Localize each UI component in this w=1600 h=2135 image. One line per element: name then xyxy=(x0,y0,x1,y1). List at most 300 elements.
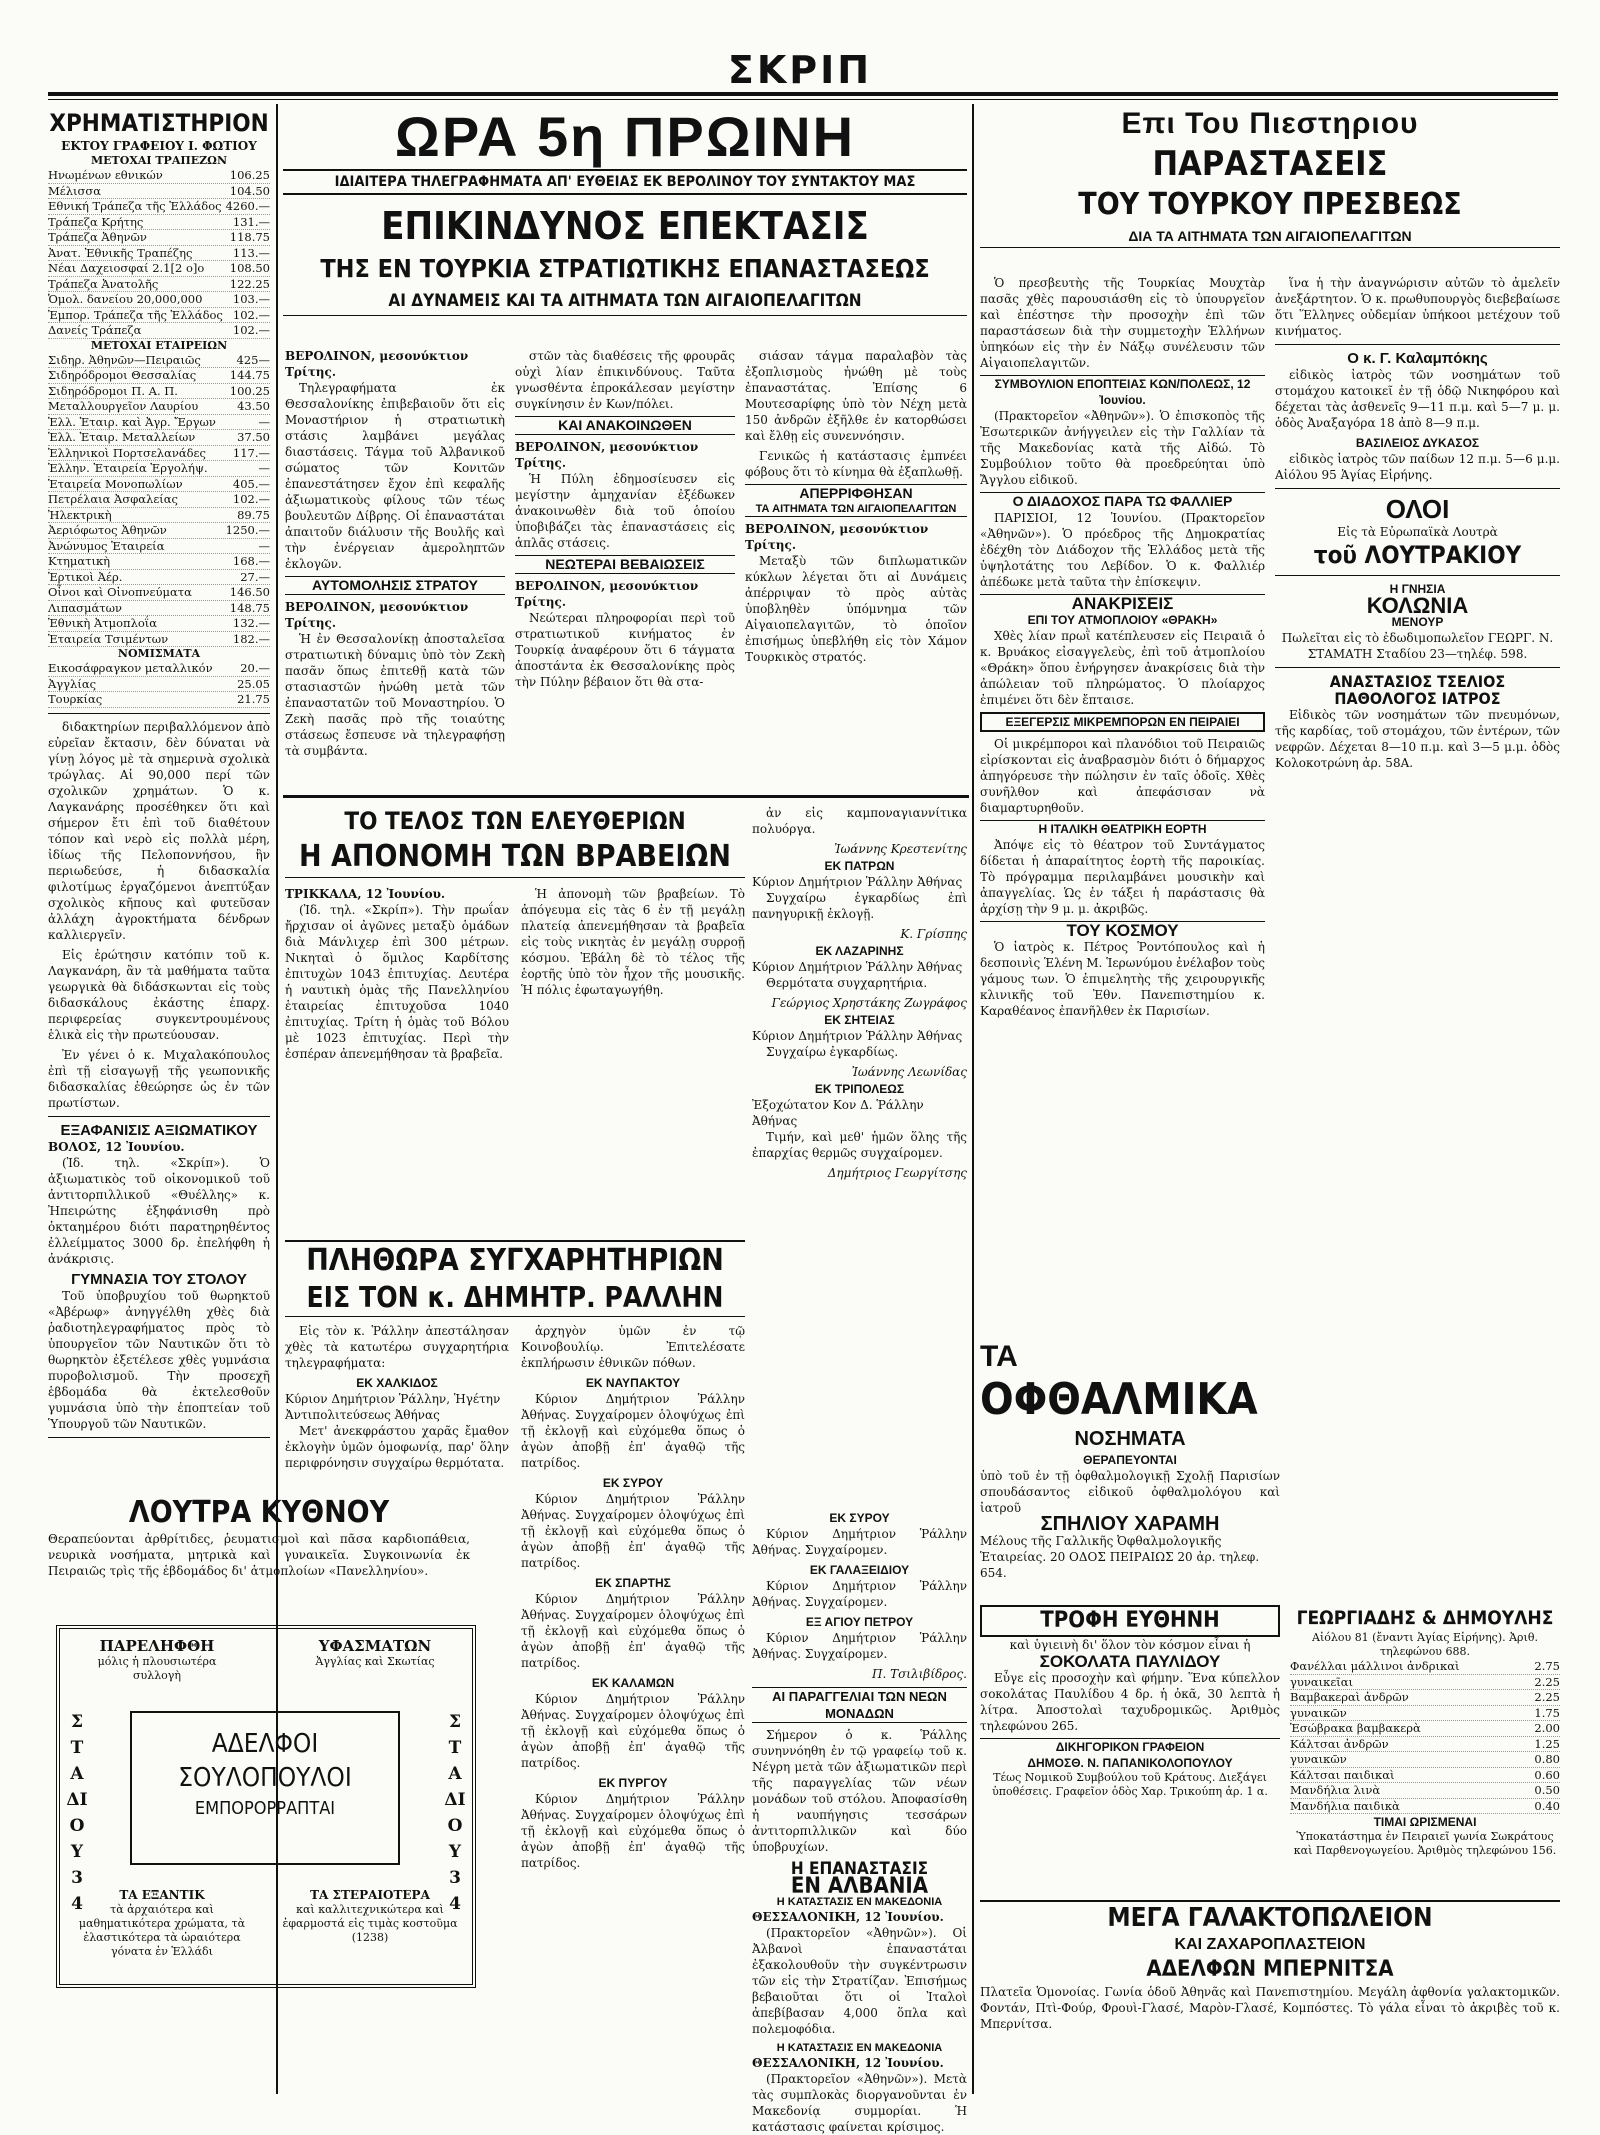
bank-share-row xyxy=(48,230,270,246)
row-label: Ἐρτικοὶ Ἀέρ. xyxy=(48,569,123,584)
row-value: 2.00 xyxy=(1534,1721,1560,1735)
rallis-telegrams xyxy=(521,1375,745,1871)
congrats-signature: Ἰωάννης Κρεστενίτης xyxy=(834,842,967,856)
banner-subtitle: ΙΔΙΑΙΤΕΡΑ ΤΗΛΕΓΡΑΦΗΜΑΤΑ ΑΠ' ΕΥΘΕΙΑΣ ΕΚ ΒΕΡΟΛΙΝΟΥ ΤΟΥ ΣΥΝΤΑΚΤΟΥ ΜΑΣ xyxy=(283,169,967,195)
telegram-origin: ΕΚ ΝΑΥΠΑΚΤΟΥ xyxy=(585,1376,681,1390)
row-label: Τράπεζα Ἀθηνῶν xyxy=(48,230,147,244)
ad-dukasos-name: ΒΑΣΙΛΕΙΟΣ ΔΥΚΑΣΟΣ xyxy=(1355,436,1480,450)
row-value: — xyxy=(258,461,270,475)
telegram-signature: Γεώργιος Χρηστάκης Ζωγράφος xyxy=(771,996,967,1010)
berlin-text-a: Τηλεγραφήματα ἐκ Θεσσαλονίκης ἐπιβεβαιοῦν ὅτι εἰς Μοναστήριον ἡ στρατιωτικὴ στάσις λαμβάνει μεγάλας διαστάσεις. Τάγμα τοῦ Ἀλβανικοῦ σώματος τῶν Κονιτῶν ἐπανεστάτησεν ἔχον ἐπὶ κεφαλῆς ἀξιωματικοὺς φίλους τῶν τέως βουλευτῶν Δίβρης. Οἱ ἐπαναστάται ἀπαιτοῦν διάλυσιν τῆς Βουλῆς καὶ τὴν ἐνέργειαν ἀμεροληπτῶν ἐκλογῶν. xyxy=(285,381,505,571)
row-value: 405.— xyxy=(232,476,270,491)
company-share-row xyxy=(48,368,270,384)
italian-theater-text: Ἀπόψε εἰς τὸ θέατρον τοῦ Συντάγματος δίδεται ἡ ἀπαραίτητος ἑορτὴ τῆς παροικίας. Τὸ πρόγραμμα περιλαμβάνει μουσικὴν καὶ ἀπαγγελίας. Ὡς ἐν τάξει ἡ παράστασις θὰ ἀρχίσῃ τὴν 9 μ. μ. ἀκριβῶς. xyxy=(980,838,1265,916)
center-col-a xyxy=(285,348,505,788)
ad-dairy-text: Πλατεῖα Ὁμονοίας. Γωνία ὁδοῦ Ἀθηνᾶς καὶ Πανεπιστημίου. Μεγάλη ἀφθονία γαλακτομικῶν. Φοντάν, Πτὶ-Φούρ, Φρουὶ-Γλασέ, Μαρὸν-Γλασέ, Κομπόστες. Τὸ γάλα εἶναι τὸ ἀκριβὲς τοῦ κ. Μπερνίτσα. xyxy=(980,1985,1560,2031)
confirmations-text: Νεώτεραι πληροφορίαι περὶ τοῦ στρατιωτικοῦ κινήματος ἐν Τουρκίᾳ ἀναφέρουν ὅτι 6 τάγματα ἀποστάντα ἐκ Θεσσαλονίκης πρὸς τὴν Πύλην βέβαιον ὅτι θὰ στα- xyxy=(515,611,735,689)
row-value: 144.75 xyxy=(229,368,270,382)
disappearance-text: (Ἰδ. τηλ. «Σκρίπ»). Ὁ ἀξιωματικὸς τοῦ οἰκονομικοῦ τοῦ ἀντιτορπιλλικοῦ «Θυέλλης» κ. Ἠπειρώτης ἐξηφάνισθη πρὸ ὀκταημέρου διότι παρατηρηθέντος ἐλλείμματος 3000 δρ. ἐπελήφθη ἡ ἀνάκρισις. xyxy=(48,1155,270,1266)
row-label: Ἑλλ. Ἑταιρ. καὶ Ἀγρ. Ἔργων xyxy=(48,414,216,429)
fleet-exercises-text: Τοῦ ὑποβρυχίου τοῦ θωρηκτοῦ «Ἀβέρωφ» ἀνηγγέλθη χθὲς διὰ ῥαδιοτηλεγραφήματος πρὸς τὸ ὑπουργεῖον τῶν Ναυτικῶν ὅτι τὸ θωρηκτὸν ἐξετέλεσε χθὲς γυμνάσια πυροβολισμοῦ. Τὴν προσεχῆ ἑβδομάδα θὰ ἐκτελεσθοῦν γυμνάσια ὑπὸ τὴν ἐποπτείαν τοῦ Ὑπουργοῦ τῶν Ναυτικῶν. xyxy=(48,1288,270,1431)
row-value: 4260.— xyxy=(225,199,270,213)
ad-ta-label: ΤΑ xyxy=(980,1340,1018,1373)
announcement-heading: ΚΑΙ ΑΝΑΚΟΙΝΩΘΕΝ xyxy=(515,416,735,435)
telegram-origin: ΕΚ ΣΥΡΟΥ xyxy=(829,1511,890,1525)
price-row xyxy=(1290,1706,1560,1722)
ad-law-office-name: ΔΗΜΟΣΘ. Ν. ΠΑΠΑΝΙΚΟΛΟΠΟΥΛΟΥ xyxy=(1027,1756,1233,1770)
ad-kalampokis-text: εἰδικὸς ἰατρὸς τῶν νοσημάτων τοῦ στομάχου κατοικεῖ ἐν τῇ ὁδῷ Νικηφόρου καὶ δέχεται τὰς ἀσθενεῖς 9—11 π.μ. καὶ 5—7 μ. μ. ὁδὸς Ἀναξαγόρα 18 ἀπὸ 8—9 π.μ. xyxy=(1275,368,1560,430)
row-label: Μανδήλια παιδικὰ xyxy=(1290,1798,1400,1813)
row-value: 2.25 xyxy=(1534,1674,1560,1689)
company-share-row xyxy=(48,539,270,555)
row-label: Τράπεζα Κρήτης xyxy=(48,214,144,229)
desertion-heading: ΑΥΤΟΜΟΛΗΣΙΣ ΣΤΡΑΤΟΥ xyxy=(285,576,505,595)
row-label: Σιδηρόδρομοι Θεσσαλίας xyxy=(48,368,197,382)
row-label: Ἀνατ. Ἐθνικῆς Τραπέζης xyxy=(48,245,193,260)
italian-theater-heading: Η ΙΤΑΛΙΚΗ ΘΕΑΤΡΙΚΗ ΕΟΡΤΗ xyxy=(980,820,1265,837)
row-label: Ὁμολ. δανείου 20,000,000 xyxy=(48,292,203,306)
company-share-row xyxy=(48,554,270,570)
berlin-text-c: σιάσαν τάγμα παραλαβὸν τὰς ἐξοπλισμοὺς ἠνώθη μὲ τοὺς ἐπαναστάτας. Ἐπίσης 6 Μουτεσαρίφης ὑπὸ τὸν Νέχη μετὰ 150 ἀνδρῶν ἐξῆλθε ἐν κατορθώσει καὶ ἔλθῃ εἰς συνεννόησιν. xyxy=(745,349,967,443)
article-school-gardens-2: Εἰς ἐρώτησιν κατόπιν τοῦ κ. Λαγκανάρη, ἂν τὰ μαθήματα ταῦτα γεωργικὰ θὰ διδάσκωνται εἰς τοὺς διδασκάλους ἐκάστης ἐπαρχ. περιφερείας συγκεντρουμένους ἑλικὰ εἰς τὴν πρωτεύουσαν. xyxy=(48,947,270,1042)
ad-fixed-prices: ΤΙΜΑΙ ΩΡΙΣΜΕΝΑΙ xyxy=(1373,1815,1477,1829)
exchange-title: ΧΡΗΜΑΤΙΣΤΗΡΙΟΝ xyxy=(49,109,269,137)
price-row xyxy=(1290,1659,1560,1675)
berlin-dateline-a2: ΒΕΡΟΛΙΝΟΝ, μεσονύκτιον Τρίτης. xyxy=(285,600,469,630)
ad-kalampokis-name: Ο κ. Γ. Καλαμπόκης xyxy=(1347,350,1488,367)
telegram-recipient: Κύριον Δημήτριον Ῥάλλην Ἀθήνας xyxy=(752,960,963,974)
ad-exantik-title: ΤΑ ΕΞΑΝΤΙΚ xyxy=(119,1888,205,1902)
ad-shop xyxy=(1290,1605,1560,1895)
telegram-text: Κύριον Δημήτριον Ῥάλλην Ἀθήνας. Συγχαίρομεν. xyxy=(752,1527,967,1557)
row-label: Ἠλεκτρικὴ xyxy=(48,507,112,522)
company-share-row xyxy=(48,601,270,617)
awards-article xyxy=(285,805,745,1235)
currency-heading: ΝΟΜΙΣΜΑΤΑ xyxy=(117,647,201,660)
row-label: Λιπασμάτων xyxy=(48,600,122,615)
macedonia-heading-2: Η ΚΑΤΑΣΤΑΣΙΣ ΕΝ ΜΑΚΕΔΟΝΙΑ xyxy=(776,2042,943,2054)
row-value: 122.25 xyxy=(229,276,270,291)
exchange-subtitle: ΕΚΤΟΥ ΓΡΑΦΕΙΟΥ Ι. ΦΩΤΙΟΥ xyxy=(61,139,257,153)
ad-menur-label: ΜΕΝΟΥΡ xyxy=(1391,615,1444,629)
row-value: 1.75 xyxy=(1534,1705,1560,1720)
row-value: 2.25 xyxy=(1534,1690,1560,1704)
ad-soulopouloi-name: ΣΟΥΛΟΠΟΥΛΟΙ xyxy=(178,1763,352,1793)
from-chalkis-recipient: Κύριον Δημήτριον Ῥάλλην, Ἡγέτην Ἀντιπολιτεύσεως Ἀθήνας xyxy=(285,1392,501,1422)
row-label: γυναικεῖαι xyxy=(1290,1674,1354,1689)
row-label: Τράπεζα Ἀνατολῆς xyxy=(48,276,159,291)
row-value: 25.05 xyxy=(237,676,270,691)
piraeus-merchants-text: Οἱ μικρέμποροι καὶ πλανόδιοι τοῦ Πειραιῶς εἰρίσκονται εἰς ἀναβρασμὸν διότι ὁ δήμαρχος ἀπηγόρευσε τὴν πώλησιν ἐν ταῖς ὁδοῖς. Χθὲς συνῆλθον καὶ ἀπεφάσισαν νὰ διαμαρτυρηθοῦν. xyxy=(980,737,1265,815)
row-label: Ἑλληνικοὶ Πορτσελανάδες xyxy=(48,445,206,460)
telegram-origin: ΕΚ ΣΠΑΡΤΗΣ xyxy=(595,1576,671,1590)
fleet-exercises-heading: ΓΥΜΝΑΣΙΑ ΤΟΥ ΣΤΟΛΟΥ xyxy=(71,1270,247,1288)
company-share-row xyxy=(48,353,270,369)
row-value: 113.— xyxy=(232,245,270,260)
company-share-row xyxy=(48,508,270,524)
price-row xyxy=(1290,1768,1560,1784)
telegram-text: Κύριον Δημήτριον Ῥάλλην Ἀθήνας. Συγχαίρομεν. xyxy=(752,1579,967,1609)
ad-healthy-label: καὶ ὑγιεινὴ δι' ὅλον τὸν κόσμον εἶναι ἡ xyxy=(1009,1638,1251,1652)
headline-turkish-revolution: ΤΗΣ ΕΝ ΤΟΥΡΚΙΑ ΣΤΡΑΤΙΩΤΙΚΗΣ ΕΠΑΝΑΣΤΑΣΕΩΣ xyxy=(320,254,930,283)
ad-georgiadis-price-list xyxy=(1290,1659,1560,1814)
telegram-text: Συγχαίρω ἐγκαρδίως. xyxy=(766,1045,899,1059)
ad-charamis-text: Μέλους τῆς Γαλλικῆς Ὀφθαλμολογικῆς Ἑταιρείας. 20 ΟΔΟΣ ΠΕΙΡΑΙΩΣ 20 ἀρ. τηλεφ. 654. xyxy=(980,1534,1260,1580)
awards-ceremony-text: Ἡ ἀπονομὴ τῶν βραβείων. Τὸ ἀπόγευμα εἰς τὰς 6 ἐν τῇ μεγάλῃ πλατείᾳ ἀπενεμήθησαν τὰ βραβεῖα εἰς τοὺς νικητὰς ἐν μεγάλῃ συρροῇ κόσμου. Ἐβάλη δὲ τὸ τέλος τῆς ἑορτῆς ὑπὸ τὸν ἦχον τῆς μουσικῆς. Ἡ πόλις ἐφωταγωγήθη. xyxy=(521,887,745,997)
row-label: γυναικῶν xyxy=(1290,1705,1347,1720)
ad-kythnos-text: Θεραπεύονται ἀρθρίτιδες, ῥευματισμοὶ καὶ πᾶσα καρδιοπάθεια, νευρικὰ νοσήματα, μητρικὰ καὶ γυναικεῖα. Συγκοινωνία ἐκ Πειραιῶς τρὶς τῆς ἑβδομάδος δι' ἀτμοπλοίων «Πανελληνίου». xyxy=(48,1532,470,1578)
row-value: 37.50 xyxy=(237,430,270,444)
turkish-ambassador-heading: ΤΟΥ ΤΟΥΡΚΟΥ ΠΡΕΣΒΕΩΣ xyxy=(1078,187,1462,222)
ad-confectionery-label: ΚΑΙ ΖΑΧΑΡΟΠΛΑΣΤΕΙΟΝ xyxy=(1174,1936,1366,1953)
bank-share-row xyxy=(48,292,270,308)
price-row xyxy=(1290,1721,1560,1737)
masthead-rule xyxy=(48,92,1558,96)
disappearance-heading: ΕΞΑΦΑΝΙΣΙΣ ΑΞΙΩΜΑΤΙΚΟΥ xyxy=(60,1121,258,1139)
company-shares-heading: ΜΕΤΟΧΑΙ ΕΤΑΙΡΕΙΩΝ xyxy=(90,338,228,352)
ad-dukasos-text: εἰδικὸς ἰατρὸς τῶν παίδων 12 π.μ. 5—6 μ.μ. Αἰόλου 95 Ἁγίας Εἰρήνης. xyxy=(1275,452,1560,482)
berlin-dateline-b: ΒΕΡΟΛΙΝΟΝ, μεσονύκτιον Τρίτης. xyxy=(515,440,699,470)
telegram-signature: Ἰωάννης Λεωνίδας xyxy=(851,1065,967,1079)
bank-share-row xyxy=(48,261,270,277)
telegram-recipient: Ἐξοχώτατον Κον Δ. Ῥάλλην Ἀθήνας xyxy=(752,1098,924,1128)
macedonia-subheading: Η ΚΑΤΑΣΤΑΣΙΣ ΕΝ ΜΑΚΕΔΟΝΙΑ xyxy=(776,1896,943,1908)
end-of-eleftheria-heading: ΤΟ ΤΕΛΟΣ ΤΩΝ ΕΛΕΥΘΕΡΙΩΝ xyxy=(344,807,686,835)
bank-share-row xyxy=(48,308,270,324)
rejected-text: Μεταξὺ τῶν διπλωματικῶν κύκλων λέγεται ὅτι αἱ Δυνάμεις ἀπέρριψαν τὸ πρὸς αὐτὰς ὑποβληθὲν ὑπόμνημα τῶν Αἰγαιοπελαγιτῶν, τὸ ὁποῖον ἐπισήμως ὑπεβλήθη εἰς τὸν Χάμον Τουρκικὸς στρατός. xyxy=(745,554,967,664)
currency-row xyxy=(48,677,270,693)
row-value: 148.75 xyxy=(229,600,270,615)
ad-tselios-title: ΠΑΘΟΛΟΓΟΣ ΙΑΤΡΟΣ xyxy=(1334,689,1501,708)
telegram-origin: ΕΚ ΣΗΤΕΙΑΣ xyxy=(824,1013,895,1027)
row-value: 102.— xyxy=(232,492,270,506)
row-label: Κτηματικὴ xyxy=(48,554,111,568)
telegram-text: Κύριον Δημήτριον Ῥάλλην Ἀθήνας. Συγχαίρομεν ὁλοψύχως ἐπὶ τῇ ἐκλογῇ καὶ εὐχόμεθα ὅπως ὁ ἀγὼν ἀποβῇ ἐπ' ἀγαθῷ τῆς πατρίδος. xyxy=(521,1492,745,1570)
congrats-intro: ἀν εἰς καμποναγιαννίτικα πολυόργα. xyxy=(752,806,967,836)
headline-aegean-demands: ΑΙ ΔΥΝΑΜΕΙΣ ΚΑΙ ΤΑ ΑΙΤΗΜΑΤΑ ΤΩΝ ΑΙΓΑΙΟΠΕΛΑΓΙΤΩΝ xyxy=(283,287,967,316)
row-value: 1250.— xyxy=(225,523,270,537)
ad-bernitsa-name: ΑΔΕΛΦΩΝ ΜΠΕΡΝΙΤΣΑ xyxy=(1146,1957,1394,1982)
row-value: 168.— xyxy=(232,554,270,568)
row-label: Εθνική Τράπεζα τῆς Ἑλλάδος xyxy=(48,199,222,213)
company-share-row xyxy=(48,477,270,493)
article-school-gardens: διδακτηρίων περιβαλλόμενον ἀπὸ εὐρεῖαν ἔκτασιν, δὲν δύναται νὰ γίνῃ λόγος μὲ τὰ σημερινὰ σχολικὰ τρώγλας. Αἱ 90,000 περί τῶν σχολικῶν χρημάτων. Ὁ κ. Λαγκανάρης προσέθηκεν ὅτι καὶ σήμερον ἔτι ἐπὶ τοῦ διαθέτουν τόπον καὶ νερὸ εἰς πολλὰ μέρη, ἰδίως τῆς Πελοποννήσου, ἣν περιωδεύσε, ἡ διδασκαλία φιλοτίμως ἐργαζόμενοι ἀνεπτύξαν σχολικὸς κῆπους καὶ φυτεῦσαν ἀλλάχη ἀγροκτήματα δένδρων καλλιεργεῖν. xyxy=(48,719,270,942)
ad-dairy-title: ΜΕΓΑ ΓΑΛΑΚΤΟΠΩΛΕΙΟΝ xyxy=(980,1900,1560,1934)
rejected-heading: ΑΠΕΡΡΙΦΘΗΣΑΝ xyxy=(745,484,967,502)
ad-kythnos-title: ΛΟΥΤΡΑ ΚΥΘΝΟΥ xyxy=(128,1495,390,1530)
thessaloniki-dateline: ΘΕΣΣΑΛΟΝΙΚΗ, 12 Ἰουνίου. xyxy=(752,1910,944,1924)
row-value: 43.50 xyxy=(237,399,270,413)
company-share-row xyxy=(48,399,270,415)
row-value: 27.— xyxy=(240,569,270,584)
row-label: γυναικῶν xyxy=(1290,1752,1347,1766)
row-label: Εικοσάφραγκον μεταλλικόν xyxy=(48,661,213,675)
telegram-origin: ΕΚ ΚΑΛΑΜΩΝ xyxy=(591,1676,675,1690)
company-shares-table xyxy=(48,353,270,648)
right-col-a xyxy=(980,275,1265,1335)
telegram-origin: ΕΚ ΠΑΤΡΩΝ xyxy=(824,859,895,873)
telegram-origin: ΕΚ ΠΥΡΓΟΥ xyxy=(598,1776,668,1790)
aegean-demands-subheading: ΔΙΑ ΤΑ ΑΙΤΗΜΑΤΑ ΤΩΝ ΑΙΓΑΙΟΠΕΛΑΓΙΤΩΝ xyxy=(980,225,1560,248)
supervision-council-text: (Πρακτορεῖον «Ἀθηνῶν»). Ὁ ἐπισκοπὸς τῆς Ἐσωτερικῶν ἀνήγγειλεν εἰς τὴν Γαλλίαν τὰ τῆς Μακεδονίας κατὰ τῆς Αἰδώ. Τὸ Συμβούλιον τοῦτο θὰ προεδρεύηται ὑπὸ Ἄγγλου εἰδικοῦ. xyxy=(980,409,1265,487)
piraeus-merchants-heading: ΕΞΕΓΕΡΣΙΣ ΜΙΚΡΕΜΠΟΡΩΝ ΕΝ ΠΕΙΡΑΙΕΙ xyxy=(980,712,1265,732)
society-text: Ὁ ἰατρὸς κ. Πέτρος Ῥοντόπουλος καὶ ἡ δεσποινὶς Ἑλένη Μ. Ἱερωνύμου ἐνέλαβον τοὺς γάμους των. Ὁ ἐπιμελητὴς τῆς χειρουργικῆς κλινικῆς τοῦ Ἐθν. Πανεπιστημίου κ. Καραθέανος ἐπανῆλθεν ἐκ Παρισίων. xyxy=(980,940,1265,1018)
inquiries-heading: ΑΝΑΚΡΙΣΕΙΣ xyxy=(980,594,1265,612)
row-label: Ἑταιρεία Μονοπωλίων xyxy=(48,476,183,491)
row-value: 182.— xyxy=(232,631,270,646)
row-label: Ἐσώβρακα βαμβακερὰ xyxy=(1290,1721,1421,1735)
center-divider xyxy=(283,795,969,798)
ambassador-text: Ὁ πρεσβευτὴς τῆς Τουρκίας Μουχτὰρ πασᾶς χθὲς παρουσιάσθη εἰς τὸ ὑπουργεῖον καὶ ἐπέστησε τὴν προσοχὴν ἐπὶ τῶν παραστάσεων διὰ τὴν συμμετοχὴν Ἑλλήνων ὑπηκόων εἰς τὴν ἐν Νάξῳ συνέλευσιν τῶν Αἰγαιοπελαγιτῶν. xyxy=(980,276,1265,370)
thraki-text: Χθὲς λίαν πρωῒ κατέπλευσεν εἰς Πειραιᾶ ὁ κ. Βρυάκος εἰσαγγελεὺς, ἐπὶ τοῦ ἀτμοπλοίου «Θράκη» ὅπου ἐνήργησεν ἀνακρίσεις διὰ τὴν ἀπώλειαν τοῦ πληρώματος. Ὁ πλοίαρχος ἐπιμένει ὅτι δὲν ἔπταισε. xyxy=(980,629,1265,707)
row-label: Ηνωμένων εθνικών xyxy=(48,168,163,182)
ad-sturdy-title: ΤΑ ΣΤΕΡΑΙΟΤΕΡΑ xyxy=(310,1888,430,1902)
row-label: Βαμβακεραὶ ἀνδρῶν xyxy=(1290,1690,1409,1704)
new-units-text: Σήμερον ὁ κ. Ῥάλλης συνηννόηθη ἐν τῷ γραφείῳ τοῦ κ. Νέγρη μετὰ τῶν ἀξιωματικῶν περὶ τῆς παραγγελίας τῶν νέων μονάδων τοῦ στόλου. Ἀποφασίσθη ἡ ναυπήγησις τεσσάρων ἀντιτορπιλλικῶν καὶ δύο ὑποβρυχίων. xyxy=(752,1728,967,1854)
row-label: Νέαι Δαχειοσφαί 2.1[2 ο]ο xyxy=(48,261,205,275)
company-share-row xyxy=(48,430,270,446)
more-telegrams-signature: Π. Τσιλιβίδρος. xyxy=(872,1667,967,1681)
telegram-origin: ΕΚ ΣΥΡΟΥ xyxy=(602,1476,664,1490)
row-value: 0.80 xyxy=(1534,1752,1560,1766)
telegram-text: Κύριον Δημήτριον Ῥάλλην Ἀθήνας. Συγχαίρομεν ὁλοψύχως ἐπὶ τῇ ἐκλογῇ καὶ εὐχόμεθα ὅπως ὁ ἀγὼν ἀποβῇ ἐπ' ἀγαθῷ τῆς πατρίδος. xyxy=(521,1392,745,1470)
center-col-c xyxy=(745,348,967,788)
disappearance-dateline: ΒΟΛΟΣ, 12 Ἰουνίου. xyxy=(48,1139,185,1154)
macedonia-text: (Πρακτορεῖον «Ἀθηνῶν»). Μετὰ τὰς συμπλοκὰς διοργανοῦνται ἐν Μακεδονίᾳ συμμορίαι. Ἡ κατάστασις φαίνεται κρίσιμος. xyxy=(752,2072,967,2134)
berlin-dateline-b2: ΒΕΡΟΛΙΝΟΝ, μεσονύκτιον Τρίτης. xyxy=(515,579,699,609)
right-top-article xyxy=(980,105,1560,248)
on-the-press-heading: Επι Του Πιεστηριου xyxy=(1121,107,1419,140)
berlin-dateline-a: ΒΕΡΟΛΙΝΟΝ, μεσονύκτιον Τρίτης. xyxy=(285,349,469,379)
ad-charamis-name: ΣΠΗΛΙΟΥ ΧΑΡΑΜΗ xyxy=(1040,1513,1220,1535)
telegram-origin: ΕΞ ΑΓΙΟΥ ΠΕΤΡΟΥ xyxy=(805,1615,914,1629)
announcement-text: Ἡ Πύλη ἐδημοσίευσεν εἰς μεγίστην ἀμηχανίαν ἐξέδωκεν ἀνακοινωθὲν διὰ τοῦ ὁποίου ὑποβιβάζει τὰς ἐπαναστάσεις εἰς ἁπλᾶς στάσεις. xyxy=(515,472,735,550)
center-col-b xyxy=(515,348,735,788)
trikala-dateline: ΤΡΙΚΚΑΛΑ, 12 Ἰουνίου. xyxy=(285,887,446,901)
row-value: 102.— xyxy=(232,307,270,322)
masthead-rule-thin xyxy=(48,99,1558,100)
many-congratulations-heading: ΠΛΗΘΩΡΑ ΣΥΓΧΑΡΗΤΗΡΙΩΝ xyxy=(285,1240,745,1280)
desertion-text: Ἡ ἐν Θεσσαλονίκῃ ἀποσταλεῖσα στρατιωτικὴ δύναμις ὑπὸ τὸν Ζεκὴ πασᾶν ὅπως ἐπιτεθῇ κατὰ τῶν στασιαστῶν ἠνώθη μετὰ τῶν ἐπαναστατῶν τοῦ Μοναστηρίου. Ὁ Ζεκὴ πασᾶς πρὸ τῆς τοιαύτης στάσεως ἔσπευσε νὰ τηλεγραφήσῃ τὰ συμβάντα. xyxy=(285,632,505,758)
company-share-row xyxy=(48,384,270,400)
ad-received-sub: μόλις ἡ πλουσιωτέρα συλλογὴ xyxy=(97,1655,217,1682)
article-school-gardens-3: Ἐν γένει ὁ κ. Μιχαλακόπουλος ἐπὶ τῇ εἰσαγωγῇ τῆς γεωπονικῆς διδασκαλίας ἐθεώρησε ὡς ἐν τῶν πρωτίστων. xyxy=(48,1047,270,1110)
more-telegrams xyxy=(752,1510,967,1662)
ad-law-office-title: ΔΙΚΗΓΟΡΙΚΟΝ ΓΡΑΦΕΙΟΝ xyxy=(980,1738,1280,1755)
company-share-row xyxy=(48,632,270,648)
thessaloniki-dateline-2: ΘΕΣΣΑΛΟΝΙΚΗ, 12 Ἰουνίου. xyxy=(752,2056,944,2070)
row-value: 102.— xyxy=(232,323,270,337)
row-label: Ἑλλην. Ἑταιρεία Ἐργολήψ. xyxy=(48,461,208,475)
ad-ophthalmic-text: ὑπὸ τοῦ ἐν τῇ ὀφθαλμολογικῇ Σχολῇ Παρισίων σπουδάσαντος εἰδικοῦ ὀφθαλμολόγου καὶ ἰατροῦ xyxy=(980,1469,1280,1515)
ad-brothers-name: ΑΔΕΛΦΟΙ xyxy=(211,1729,319,1759)
telegram-origin: ΕΚ ΓΑΛΑΞΕΙΔΙΟΥ xyxy=(809,1563,910,1577)
ad-genuine-label: Η ΓΝΗΣΙΑ xyxy=(1389,582,1446,596)
new-units-heading: ΑΙ ΠΑΡΑΓΓΕΛΙΑΙ ΤΩΝ ΝΕΩΝ ΜΟΝΑΔΩΝ xyxy=(752,1687,967,1723)
row-label: Σιδηρόδρομοι Π. Α. Π. xyxy=(48,383,178,398)
row-label: Κάλτσαι παιδικαὶ xyxy=(1290,1767,1395,1782)
row-value: 425— xyxy=(236,352,270,367)
row-label: Οἶνοι καὶ Οἰνοπνεύματα xyxy=(48,585,192,599)
row-value: 118.75 xyxy=(229,230,270,244)
row-value: 89.75 xyxy=(237,507,270,522)
telegram-origin: ΕΚ ΛΑΖΑΡΙΝΗΣ xyxy=(815,944,904,958)
bank-share-row xyxy=(48,184,270,200)
crown-prince-text: ΠΑΡΙΣΙΟΙ, 12 Ἰουνίου. (Πρακτορεῖον «Ἀθηνῶν»). Ὁ πρόεδρος τῆς Δημοκρατίας ἐδέχθη τὸν Διάδοχον τῆς Ἑλλάδος μετὰ τῆς ὑψηλοτάτης του Λεβίδον. Ὁ κ. Φαλλιέρ ἀπέδωκε μετὰ ταῦτα τὴν ἐπίσκεψιν. xyxy=(980,511,1265,589)
price-row xyxy=(1290,1675,1560,1691)
ad-treated-label: ΘΕΡΑΠΕΥΟΝΤΑΙ xyxy=(1083,1453,1177,1467)
to-rallis-heading: ΕΙΣ ΤΟΝ κ. ΔΗΜΗΤΡ. ΡΑΛΛΗΝ xyxy=(285,1280,745,1317)
from-chalkis-heading: ΕΚ ΧΑΛΚΙΔΟΣ xyxy=(356,1376,438,1390)
company-share-row xyxy=(48,492,270,508)
bank-share-row xyxy=(48,168,270,184)
bank-share-row xyxy=(48,215,270,231)
ad-tselios-text: Εἰδικὸς τῶν νοσημάτων τῶν πνευμόνων, τῆς καρδίας, τοῦ στομάχου, τῶν ἐντέρων, τῶν νεφρῶν. Δέχεται 8—10 π.μ. καὶ 3—5 μ.μ. ὁδὸς Κολοκοτρώνη ἀρ. 58Α. xyxy=(1275,708,1560,770)
row-value: — xyxy=(258,538,270,553)
ad-ophthalmic-title: ΟΦΘΑΛΜΙΚΑ xyxy=(980,1374,1258,1425)
currency-table xyxy=(48,661,270,708)
berlin-text-c2: Γενικῶς ἡ κατάστασις ἐμπνέει φόβους ὅτι τὸ κίνημα θὰ ἐξαπλωθῇ. xyxy=(745,449,967,479)
row-value: 108.50 xyxy=(229,261,270,275)
company-share-row xyxy=(48,523,270,539)
row-label: Ἀεριόφωτος Ἀθηνῶν xyxy=(48,523,167,537)
ad-stadiou-right: ΣΤΑΔΙΟΥ 34 xyxy=(444,1712,466,1914)
supervision-council-heading: ΣΥΜΒΟΥΛΙΟΝ ΕΠΟΠΤΕΙΑΣ ΚΩΝ/ΠΟΛΕΩΣ, 12 Ἰουνίου. xyxy=(980,375,1265,408)
ad-loutraki-name: τοῦ ΛΟΥΤΡΑΚΙΟΥ xyxy=(1313,541,1522,569)
telegram-text: Κύριον Δημήτριον Ῥάλλην Ἀθήνας. Συγχαίρομεν. xyxy=(752,1631,967,1661)
ad-cheap-food-title: ΤΡΟΦΗ ΕΥΘΗΝΗ xyxy=(980,1605,1280,1637)
telegram-signature: Δημήτριος Γεωργίτσης xyxy=(827,1166,967,1180)
row-label: Ἐθνικὴ Ἀτμοπλοΐα xyxy=(48,616,158,630)
awards-heading: Η ΑΠΟΝΟΜΗ ΤΩΝ ΒΡΑΒΕΙΩΝ xyxy=(285,837,745,878)
row-label: Τουρκίας xyxy=(48,692,103,706)
ad-georgiadis-title: ΓΕΩΡΓΙΑΔΗΣ & ΔΗΜΟΥΛΗΣ xyxy=(1296,1607,1554,1629)
row-value: 0.40 xyxy=(1534,1798,1560,1813)
bank-shares-heading: ΜΕΤΟΧΑΙ ΤΡΑΠΕΖΩΝ xyxy=(90,154,227,167)
ad-cologne-text: Πωλεῖται εἰς τὸ ἐδωδιμοπωλεῖον ΓΕΩΡΓ. Ν. ΣΤΑΜΑΤΗ Σταδίου 23—τηλέφ. 598. xyxy=(1281,631,1554,661)
revolution-heading: Η ΕΠΑΝΑΣΤΑΣΙΣ xyxy=(790,1859,929,1879)
row-value: 0.60 xyxy=(1534,1767,1560,1782)
from-chalkis-text: Μετ' ἀνεκφράστου χαρᾶς ἔμαθον ἐκλογὴν ὑμῶν ὁμοφωνίᾳ, παρ' ὅλην περιφρόνησιν συγχαίρω θερμότατα. xyxy=(285,1424,509,1470)
trikala-text: (Ἰδ. τηλ. «Σκρίπ»). Τὴν πρωΐαν ἤρχισαν οἱ ἀγῶνες μεταξὺ ὁμάδων διὰ Μάνλιχερ ἐπὶ 300 μέτρων. Νικηταὶ ὁ ὅμιλος Καρδίτσης ἐπιτυχὼν 1043 ἐπιτυχίας. Δευτέρα ἡ ναυτικὴ ὁμὰς τῆς Πανελληνίου ἑταιρείας ἐπιτυχοῦσα 1040 ἐπιτυχίας. Τρίτη ἡ ὁμὰς τοῦ Βόλου μὲ 1023 ἐπιτυχίας. Περὶ τὴν ἑσπέραν ἀπενεμήθησαν τὰ βραβεῖα. xyxy=(285,903,509,1061)
ad-tailors-label: ΕΜΠΟΡΟΡΡΑΠΤΑΙ xyxy=(194,1798,336,1819)
row-value: 103.— xyxy=(232,292,270,306)
row-value: 20.— xyxy=(240,661,270,675)
headline-dangerous-expansion: ΕΠΙΚΙΝΔΥΝΟΣ ΕΠΕΚΤΑΣΙΣ xyxy=(381,204,869,248)
price-row xyxy=(1290,1690,1560,1706)
banner-title: ΩΡΑ 5η ΠΡΩΙΝΗ xyxy=(394,105,856,168)
row-label: Ἐμπορ. Τράπεζα τῆς Ἑλλάδος xyxy=(48,307,223,322)
currency-row xyxy=(48,692,270,708)
crown-prince-heading: Ο ΔΙΑΔΟΧΟΣ ΠΑΡΑ ΤΩ ΦΑΛΛΙΕΡ xyxy=(980,492,1265,510)
representations-heading: ΠΑΡΑΣΤΑΣΕΙΣ xyxy=(1152,144,1388,184)
row-value: 117.— xyxy=(232,445,270,460)
row-value: 1.25 xyxy=(1534,1736,1560,1751)
row-label: Ἀγγλίας xyxy=(48,676,97,691)
ad-dairy xyxy=(980,1900,1560,2095)
bank-shares-table xyxy=(48,168,270,339)
row-label: Δανείς Τράπεζα xyxy=(48,323,142,337)
ad-stadiou-left: ΣΤΑΔΙΟΥ 34 xyxy=(66,1712,88,1914)
price-row xyxy=(1290,1799,1560,1815)
ad-all-label: ΟΛΟΙ xyxy=(1385,494,1450,524)
row-label: Σιδηρ. Ἀθηνῶν—Πειραιῶς xyxy=(48,352,201,367)
ad-cologne-title: ΚΟΛΩΝΙΑ xyxy=(1366,593,1469,618)
ad-received-label: ΠΑΡΕΛΗΦΘΗ xyxy=(99,1637,215,1655)
society-heading: ΤΟΥ ΚΟΣΜΟΥ xyxy=(980,921,1265,939)
rallis-intro: Εἰς τὸν κ. Ῥάλλην ἀπεστάλησαν χθὲς τὰ κατωτέρω συγχαρητήρια τηλεγραφήματα: xyxy=(285,1324,509,1370)
row-value: 131.— xyxy=(232,214,270,229)
newer-confirmations-heading: ΝΕΩΤΕΡΑΙ ΒΕΒΑΙΩΣΕΙΣ xyxy=(515,555,735,574)
ad-tselios-name: ΑΝΑΣΤΑΣΙΟΣ ΤΣΕΛΙΟΣ xyxy=(1329,672,1506,691)
ad-diseases-label: ΝΟΣΗΜΑΤΑ xyxy=(1074,1428,1186,1450)
column-rule-2 xyxy=(972,104,974,2094)
berlin-dateline-c: ΒΕΡΟΛΙΝΟΝ, μεσονύκτιον Τρίτης. xyxy=(745,522,929,552)
congratulations-column xyxy=(752,805,967,1505)
telegram-text: Τιμήν, καὶ μεθ' ἡμῶν ὅλης τῆς ἐπαρχίας θερμῶς συγχαίρομεν. xyxy=(752,1130,967,1160)
ad-fabrics-sub: Ἀγγλίας καὶ Σκωτίας xyxy=(315,1655,435,1668)
company-share-row xyxy=(48,446,270,462)
bank-share-row xyxy=(48,277,270,293)
company-share-row xyxy=(48,585,270,601)
row-value: 106.25 xyxy=(229,168,270,182)
bank-share-row xyxy=(48,199,270,215)
ad-law-office-text: Τέως Νομικοῦ Συμβούλου τοῦ Κράτους. Διεξάγει ὑποθέσεις. Γραφεῖον ὁδὸς Χαρ. Τρικούπη ἀρ. 1 α. xyxy=(992,1771,1268,1798)
berlin-text-b: στῶν τὰς διαθέσεις τῆς φρουρᾶς οὐχὶ λίαν ἐπικινδύνους. Ταῦτα γνωσθέντα ἐπροκάλεσαν μεγίστην συγκίνησιν ἐν Κων/πόλει. xyxy=(515,349,735,411)
row-value: 0.50 xyxy=(1534,1783,1560,1797)
telegram-origin: ΕΚ ΤΡΙΠΟΛΕΩΣ xyxy=(814,1082,905,1096)
telegram-recipient: Κύριον Δημήτριον Ῥάλλην Ἀθήνας xyxy=(752,875,963,889)
in-albania-heading: ΕΝ ΑΛΒΑΝΙΑ xyxy=(790,1874,929,1899)
row-value: 2.75 xyxy=(1534,1659,1560,1673)
price-row xyxy=(1290,1783,1560,1799)
congrats-telegrams xyxy=(752,858,967,1182)
company-share-row xyxy=(48,616,270,632)
telegram-text: Κύριον Δημήτριον Ῥάλλην Ἀθήνας. Συγχαίρομεν ὁλοψύχως ἐπὶ τῇ ἐκλογῇ καὶ εὐχόμεθα ὅπως ὁ ἀγὼν ἀποβῇ ἐπ' ἀγαθῷ τῆς πατρίδος. xyxy=(521,1692,745,1770)
row-value: 100.25 xyxy=(229,383,270,398)
telegram-text: Κύριον Δημήτριον Ῥάλλην Ἀθήνας. Συγχαίρομεν ὁλοψύχως ἐπὶ τῇ ἐκλογῇ καὶ εὐχόμεθα ὅπως ὁ ἀγὼν ἀποβῇ ἐπ' ἀγαθῷ τῆς πατρίδος. xyxy=(521,1592,745,1670)
ad-georgiadis-branch: Ὑποκατάστημα ἐν Πειραιεῖ γωνία Σωκράτους καὶ Παρθενογωγείου. Ἀριθμὸς τηλεφώνου 156. xyxy=(1293,1830,1557,1857)
row-label: Ἑταιρεία Τσιμέντων xyxy=(48,631,169,646)
row-label: Πετρέλαια Ἀσφαλείας xyxy=(48,492,178,506)
price-row xyxy=(1290,1737,1560,1753)
ad-european-baths: Εἰς τὰ Εὐρωπαϊκὰ Λουτρὰ xyxy=(1337,525,1498,539)
row-value: — xyxy=(258,414,270,429)
right-col-b xyxy=(1275,275,1560,1335)
ad-chocolate xyxy=(980,1605,1280,1895)
newspaper-masthead: ΣΚΡΙΠ xyxy=(727,48,873,92)
company-share-row xyxy=(48,415,270,431)
bank-share-row xyxy=(48,323,270,339)
telegram-signature: Κ. Γρίσπης xyxy=(900,927,967,941)
rejected-subheading: ΤΑ ΑΙΤΗΜΑΤΑ ΤΩΝ ΑΙΓΑΙΟΠΕΛΑΓΙΤΩΝ xyxy=(745,502,967,517)
telegram-text: Θερμότατα συγχαρητήρια. xyxy=(766,976,928,990)
row-label: Ἀνώνυμος Ἑταιρεία xyxy=(48,538,165,553)
ad-sturdy-text: καὶ καλλιτεχνικώτερα καὶ ἐφαρμοστά εἰς τιμὰς κοστοῦμα (1238) xyxy=(282,1903,458,1944)
bank-share-row xyxy=(48,246,270,262)
row-label: Ἑλλ. Ἑταιρ. Μεταλλείων xyxy=(48,430,196,444)
price-row xyxy=(1290,1752,1560,1768)
ad-chocolate-text: Εὖγε εἰς προσοχὴν καὶ φήμην. Ἕνα κύπελλον σοκολάτας Παυλίδου 4 δρ. ἡ ὀκᾶ, 30 λεπτὰ ἡ λίτρα. Ἀποστολαὶ ταχυδρομικῶς. Ἀριθμὸς τηλεφώνου 265. xyxy=(980,1671,1280,1733)
row-value: 104.50 xyxy=(229,183,270,198)
row-value: 132.— xyxy=(232,616,270,630)
row-label: Μέλισσα xyxy=(48,183,101,198)
center-banner xyxy=(283,105,967,316)
company-share-row xyxy=(48,570,270,586)
ambassador-text-continued: ἵνα ἡ τὴν ἀναγνώρισιν αὐτῶν τὸ ἀμελεῖν ἀνεξάρτητον. Ὁ κ. πρωθυπουργὸς διεβεβαίωσε ὅτι Ἕλληνες οὐδεμίαν ὑπήκοοι μετέχουν τοῦ κινήματος. xyxy=(1275,276,1560,338)
rallis-continued: ἀρχηγὸν ὑμῶν ἐν τῷ Κοινοβουλίῳ. Ἐπιτελέσατε ἐκπλήρωσιν ἐθνικῶν πόθων. xyxy=(521,1324,745,1370)
row-label: Μεταλλουργεῖον Λαυρίου xyxy=(48,399,199,413)
